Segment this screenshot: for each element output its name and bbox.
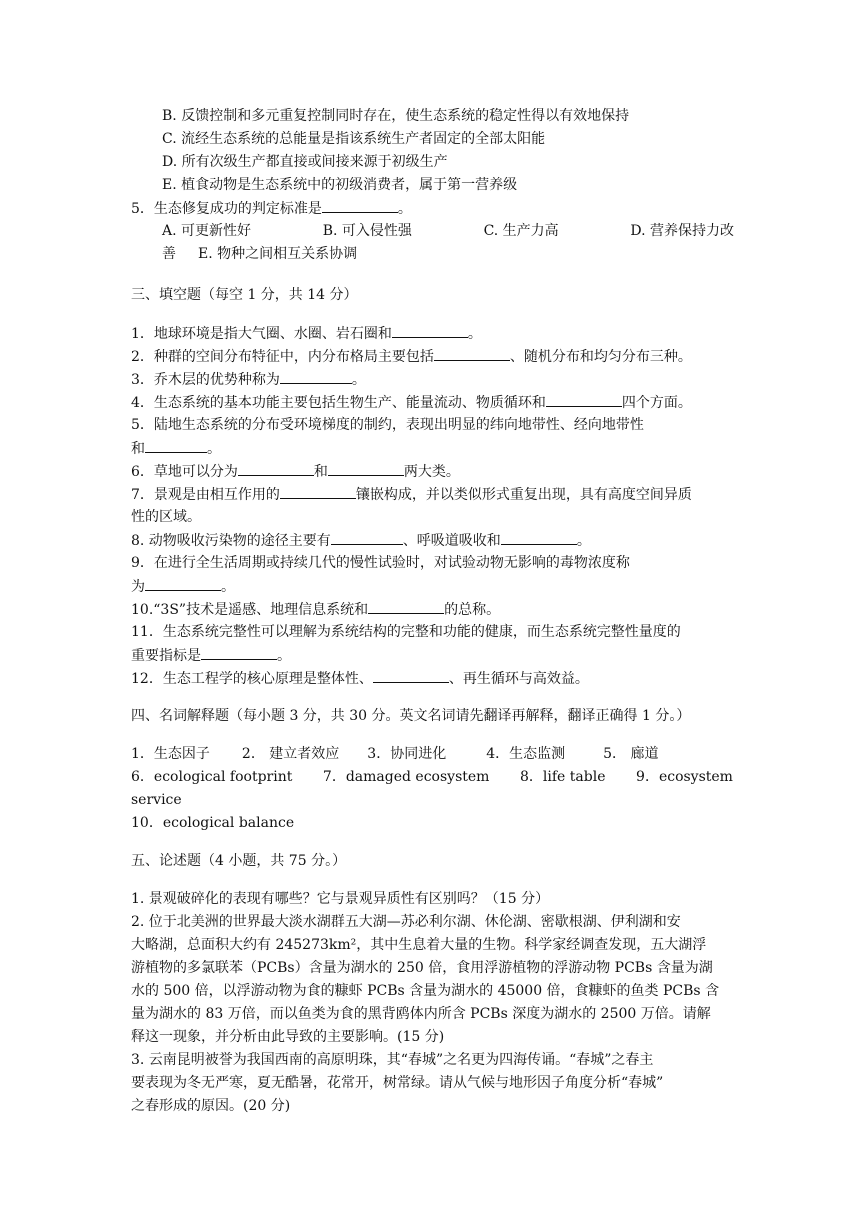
- essay-q1: 1. 景观破碎化的表现有哪些？它与景观异质性有区别吗？（15 分）: [131, 891, 550, 907]
- blank: [322, 198, 398, 213]
- term-2: 2． 建立者效应: [241, 746, 340, 762]
- blank: [392, 323, 468, 338]
- blank: [280, 484, 356, 499]
- section4-title: 四、名词解释题（每小题 3 分，共 30 分。英文名词请先翻译再解释，翻译正确得 1 分。）: [131, 708, 691, 724]
- blank: [368, 599, 444, 614]
- terms-row-3: service: [131, 792, 182, 808]
- blank: [145, 576, 221, 591]
- essay-q2-line3: 游植物的多氯联苯（PCBs）含量为湖水的 250 倍，食用浮游植物的浮游动物 PCBs 含量为湖: [131, 960, 713, 976]
- essay-q2-line4: 水的 500 倍，以浮游动物为食的糠虾 PCBs 含量为湖水的 45000 倍，食糠虾的鱼类 PCBs 含: [131, 983, 720, 999]
- blank: [145, 438, 207, 453]
- fill-q7-line1: 7．景观是由相互作用的 镶嵌构成，并以类似形式重复出现，具有高度空间异质: [131, 484, 692, 505]
- blank: [331, 530, 403, 545]
- fill-q11-line1: 11．生态系统完整性可以理解为系统结构的完整和功能的健康，而生态系统完整性量度的: [131, 624, 681, 640]
- fill-q7-line2: 性的区域。: [131, 509, 201, 525]
- fill-q3: 3．乔木层的优势种称为 。: [131, 369, 366, 390]
- term-3: 3．协同进化: [367, 746, 447, 762]
- q5-stem: 5．生态修复成功的判定标准是 。: [131, 198, 412, 219]
- section5-title: 五、论述题（4 小题，共 75 分。）: [131, 853, 347, 869]
- fill-q5-line1: 5．陆地生态系统的分布受环境梯度的制约，表现出明显的纬向地带性、经向地带性: [131, 417, 644, 433]
- essay-q3-line3: 之春形成的原因。(20 分): [131, 1098, 291, 1114]
- essay-q3-line1: 3. 云南昆明被誉为我国西南的高原明珠，其“春城”之名更为四海传诵。“春城”之春主: [131, 1052, 654, 1068]
- fill-q1: 1．地球环境是指大气圈、水圈、岩石圈和 。: [131, 323, 482, 344]
- terms-row-2: [131, 767, 733, 787]
- term-7: 7．damaged ecosystem: [322, 769, 490, 785]
- fill-q10: 10.“3S”技术是遥感、地理信息系统和 的总称。: [131, 599, 500, 620]
- term-10: 10．ecological balance: [131, 815, 295, 831]
- q4-option-b: B. 反馈控制和多元重复控制同时存在，使生态系统的稳定性得以有效地保持: [162, 108, 630, 124]
- fill-q5-line2: 和 。: [131, 438, 221, 459]
- q5-options-row-2: 善 E. 物种之间相互关系协调: [162, 246, 358, 262]
- q5-options-row: [162, 221, 734, 241]
- term-4: 4．生态监测: [486, 746, 566, 762]
- essay-q2-line1: 2. 位于北美洲的世界最大淡水湖群五大湖—苏必利尔湖、休伦湖、密歇根湖、伊利湖和安: [131, 914, 681, 930]
- term-1: 1．生态因子: [131, 746, 210, 762]
- q4-option-e: E. 植食动物是生态系统中的初级消费者，属于第一营养级: [162, 177, 518, 193]
- term-6: 6．ecological footprint: [131, 769, 293, 785]
- blank: [238, 461, 314, 476]
- blank: [201, 645, 277, 660]
- fill-q9-line2: 为 。: [131, 576, 235, 597]
- fill-q11-line2: 重要指标是 。: [131, 645, 291, 666]
- essay-q2-line2: 大略湖，总面积大约有 245273km²，其中生息着大量的生物。科学家经调查发现，五大湖浮: [131, 937, 707, 953]
- q5-option-b: B. 可入侵性强: [322, 223, 412, 239]
- q5-option-d: D. 营养保持力改: [630, 223, 734, 239]
- q5-option-a: A. 可更新性好: [162, 223, 252, 239]
- blank: [373, 668, 449, 683]
- term-5: 5． 廊道: [603, 746, 659, 762]
- essay-q3-line2: 要表现为冬无严寒，夏无酷暑，花常开，树常绿。请从气候与地形因子角度分析“春城”: [131, 1075, 664, 1091]
- fill-q8: 8. 动物吸收污染物的途径主要有 、呼吸道吸收和 。: [131, 530, 591, 551]
- blank: [280, 369, 352, 384]
- fill-q6: 6．草地可以分为 和 两大类。: [131, 461, 460, 482]
- blank: [501, 530, 577, 545]
- q4-option-d: D. 所有次级生产都直接或间接来源于初级生产: [162, 154, 448, 170]
- blank: [434, 346, 510, 361]
- term-9: 9．ecosystem: [636, 769, 733, 785]
- blank: [546, 392, 622, 407]
- fill-q2: 2．种群的空间分布特征中，内分布格局主要包括 、随机分布和均匀分布三种。: [131, 346, 692, 367]
- q5-option-e: E. 物种之间相互关系协调: [198, 246, 358, 262]
- essay-q2-line5: 量为湖水的 83 万倍，而以鱼类为食的黑背鸥体内所含 PCBs 深度为湖水的 2500 万倍。请解: [131, 1006, 711, 1022]
- fill-q12: 12．生态工程学的核心原理是整体性、 、再生循环与高效益。: [131, 668, 589, 689]
- term-8: 8．life table: [520, 769, 606, 785]
- blank: [328, 461, 404, 476]
- fill-q4: 4．生态系统的基本功能主要包括生物生产、能量流动、物质循环和 四个方面。: [131, 392, 692, 413]
- section3-title: 三、填空题（每空 1 分，共 14 分）: [131, 287, 358, 303]
- terms-row-1: [131, 744, 658, 764]
- q5-option-c: C. 生产力高: [483, 223, 559, 239]
- essay-q2-line6: 释这一现象，并分析由此导致的主要影响。(15 分): [131, 1029, 445, 1045]
- fill-q9-line1: 9．在进行全生活周期或持续几代的慢性试验时，对试验动物无影响的毒物浓度称: [131, 555, 630, 571]
- q4-option-c: C. 流经生态系统的总能量是指该系统生产者固定的全部太阳能: [162, 131, 546, 147]
